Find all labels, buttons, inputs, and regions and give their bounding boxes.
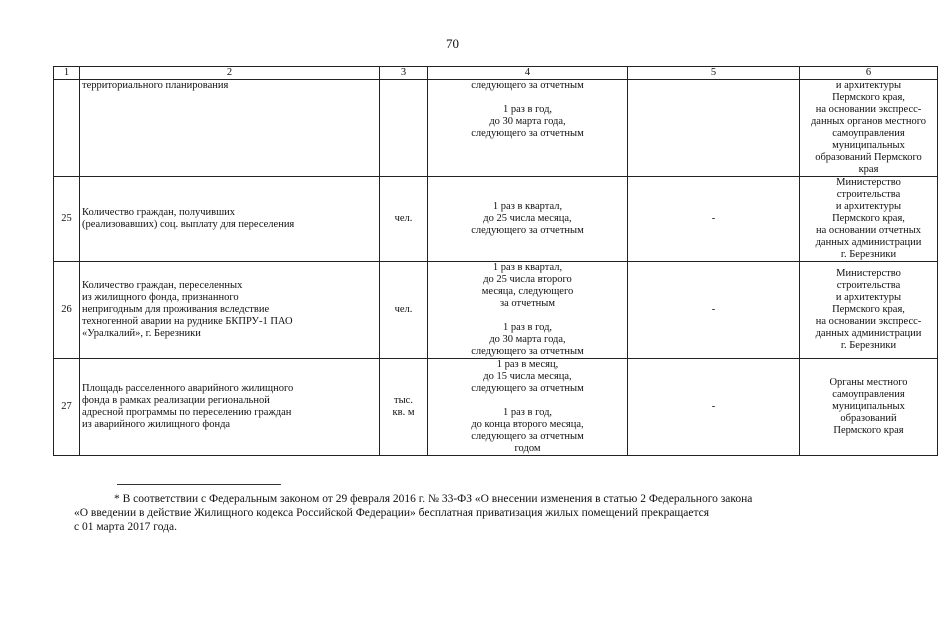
table-row: [54, 262, 938, 359]
table-row: [54, 177, 938, 262]
cell-line: самоуправления: [832, 389, 905, 400]
header-cell: 4: [428, 67, 628, 80]
indicator-name: [80, 80, 380, 177]
cell-line: 1 раз в год,: [502, 407, 553, 418]
cell-line: чел.: [394, 304, 413, 315]
cell-line: Пермского края: [833, 425, 904, 436]
cell-line: до 30 марта года,: [489, 116, 566, 127]
cell-line: Пермского края,: [832, 92, 905, 103]
header-cell: 3: [380, 67, 428, 80]
cell-line: Министерство: [836, 268, 901, 279]
unit: [380, 359, 428, 456]
source: -: [628, 262, 800, 359]
cell-line: адресной программы по переселению граждан: [82, 407, 292, 418]
cell-line: Органы местного: [829, 377, 908, 388]
page-number: 70: [446, 36, 459, 51]
responsible: [800, 80, 938, 177]
header-row: [54, 67, 938, 80]
cell-line: 1 раз в квартал,: [492, 201, 563, 212]
cell-line: до конца второго месяца,: [471, 419, 584, 430]
cell-line: строительства: [836, 189, 901, 200]
cell-line: 1 раз в год,: [502, 104, 553, 115]
cell-line: фонда в рамках реализации региональной: [82, 395, 270, 406]
cell-line: 1 раз в квартал,: [492, 262, 563, 273]
cell-line: следующего за отчетным: [471, 128, 584, 139]
cell-line: до 25 числа месяца,: [483, 213, 572, 224]
cell-line: из аварийного жилищного фонда: [82, 419, 231, 430]
unit: [380, 80, 428, 177]
cell-line: г. Березники: [840, 249, 897, 260]
footnote: [74, 492, 860, 534]
cell-line: месяца, следующего: [481, 286, 574, 297]
indicators-table: [53, 66, 938, 456]
cell-line: и архитектуры: [835, 292, 902, 303]
source: [628, 80, 800, 177]
cell-line: образований Пермского: [815, 152, 922, 163]
period: [428, 177, 628, 262]
cell-line: кв. м: [392, 407, 415, 418]
cell-line: муниципальных: [832, 140, 905, 151]
cell-gap: [430, 310, 625, 322]
cell-line: следующего за отчетным: [471, 431, 584, 442]
cell-line: Пермского края,: [832, 213, 905, 224]
cell-line: данных органов местного: [810, 116, 927, 127]
indicator-name: [80, 177, 380, 262]
table-row-continued: [54, 80, 938, 177]
cell-line: (реализовавших) соц. выплату для переселения: [82, 219, 295, 230]
source: -: [628, 177, 800, 262]
cell-line: «Уралкалий», г. Березники: [82, 328, 201, 339]
cell-line: тыс.: [394, 395, 413, 406]
cell-line: данных администрации: [815, 328, 922, 339]
footnote-line: «О введении в действие Жилищного кодекса Российской Федерации» бесплатная приватизация жилых помещений прекращается: [74, 507, 710, 519]
unit: [380, 262, 428, 359]
cell-line: на основании экспресс-: [815, 104, 922, 115]
cell-gap: [430, 395, 625, 407]
unit: [380, 177, 428, 262]
cell-line: муниципальных: [832, 401, 905, 412]
row-number: [54, 80, 80, 177]
cell-line: следующего за отчетным: [471, 383, 584, 394]
period: [428, 262, 628, 359]
footnote-divider: [117, 484, 281, 485]
cell-line: и архитектуры: [835, 201, 902, 212]
cell-line: следующего за отчетным: [471, 225, 584, 236]
cell-line: 1 раз в год,: [502, 322, 553, 333]
cell-line: за отчетным: [500, 298, 555, 309]
cell-line: 1 раз в месяц,: [496, 359, 559, 370]
cell-line: следующего за отчетным: [471, 346, 584, 357]
responsible: [800, 262, 938, 359]
cell-line: г. Березники: [840, 340, 897, 351]
indicator-name: [80, 262, 380, 359]
header-cell: 1: [54, 67, 80, 80]
cell-line: территориального планирования: [82, 80, 229, 91]
cell-line: годом: [514, 443, 541, 454]
header-cell: 2: [80, 67, 380, 80]
cell-line: и архитектуры: [835, 80, 902, 91]
cell-line: Количество граждан, получивших: [82, 207, 236, 218]
row-number: 25: [54, 177, 80, 262]
cell-line: края: [858, 164, 879, 175]
responsible: [800, 359, 938, 456]
cell-line: из жилищного фонда, признанного: [82, 292, 239, 303]
row-number: 26: [54, 262, 80, 359]
cell-line: Количество граждан, переселенных: [82, 280, 243, 291]
footnote-line: с 01 марта 2017 года.: [74, 521, 177, 533]
footnote-line: * В соответствии с Федеральным законом от 29 февраля 2016 г. № 33-ФЗ «О внесении изменения в статью 2 Федерального закона: [114, 493, 753, 505]
header-cell: 6: [800, 67, 938, 80]
cell-line: Пермского края,: [832, 304, 905, 315]
period: [428, 80, 628, 177]
cell-line: Площадь расселенного аварийного жилищного: [82, 383, 294, 394]
table-row: [54, 359, 938, 456]
cell-gap: [430, 92, 625, 104]
cell-line: до 25 числа второго: [483, 274, 572, 285]
header-cell: 5: [628, 67, 800, 80]
responsible: [800, 177, 938, 262]
cell-line: до 15 числа месяца,: [483, 371, 572, 382]
row-number: 27: [54, 359, 80, 456]
cell-line: Министерство: [836, 177, 901, 188]
cell-line: образований: [840, 413, 897, 424]
cell-line: строительства: [836, 280, 901, 291]
cell-line: самоуправления: [832, 128, 905, 139]
period: [428, 359, 628, 456]
source: -: [628, 359, 800, 456]
cell-line: техногенной аварии на руднике БКПРУ-1 ПАО: [82, 316, 293, 327]
cell-line: непригодным для проживания вследствие: [82, 304, 270, 315]
cell-line: на основании отчетных: [815, 225, 922, 236]
cell-line: чел.: [394, 213, 413, 224]
cell-line: следующего за отчетным: [471, 80, 584, 91]
cell-line: данных администрации: [815, 237, 922, 248]
cell-line: до 30 марта года,: [489, 334, 566, 345]
cell-line: на основании экспресс-: [815, 316, 922, 327]
indicator-name: [80, 359, 380, 456]
